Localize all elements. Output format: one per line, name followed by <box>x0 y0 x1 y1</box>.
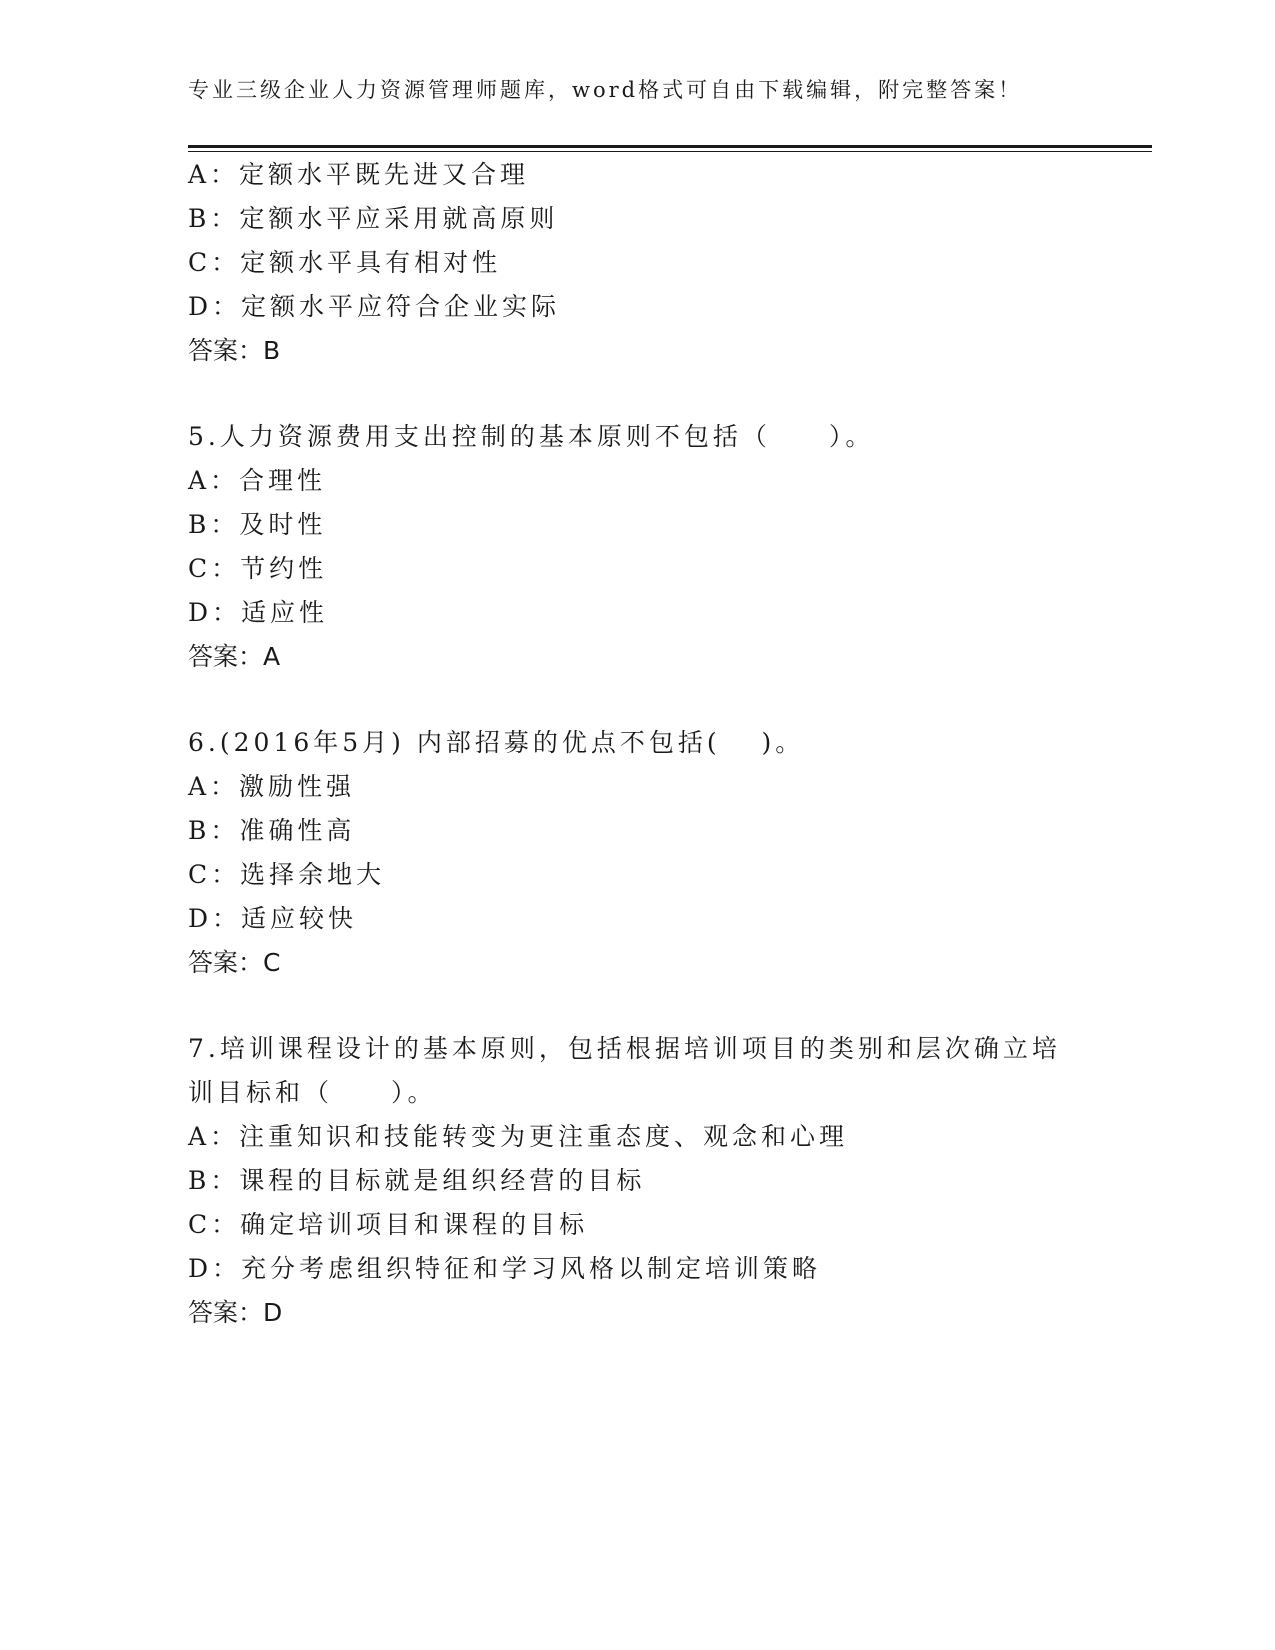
q4-option-d: D：定额水平应符合企业实际 <box>188 292 561 321</box>
q6-stem: 6.(2016年5月) 内部招募的优点不包括( )。 <box>188 728 805 757</box>
q6-option-c: C：选择余地大 <box>188 860 386 889</box>
q6-option-d: D：适应较快 <box>188 904 358 933</box>
q6-option-a: A：激励性强 <box>188 772 356 801</box>
q7-answer: 答案：D <box>188 1298 283 1327</box>
q7-option-b: B：课程的目标就是组织经营的目标 <box>188 1166 646 1195</box>
q6-option-b: B：准确性高 <box>188 816 356 845</box>
q5-stem: 5.人力资源费用支出控制的基本原则不包括（ ）。 <box>188 422 875 451</box>
q4-option-a: A：定额水平既先进又合理 <box>188 160 530 189</box>
q4-option-c: C：定额水平具有相对性 <box>188 248 502 277</box>
q7-option-c: C：确定培训项目和课程的目标 <box>188 1210 589 1239</box>
q6-answer: 答案：C <box>188 948 281 977</box>
q5-option-b: B：及时性 <box>188 510 327 539</box>
q7-option-a: A：注重知识和技能转变为更注重态度、观念和心理 <box>188 1122 849 1151</box>
header-rule-thick <box>188 145 1152 148</box>
q4-answer: 答案：B <box>188 336 281 365</box>
q5-option-a: A：合理性 <box>188 466 327 495</box>
q7-stem-line2: 训目标和（ ）。 <box>188 1078 437 1107</box>
page-header: 专业三级企业人力资源管理师题库，word格式可自由下载编辑，附完整答案！ <box>188 78 1023 102</box>
q5-option-c: C：节约性 <box>188 554 328 583</box>
q7-stem-line1: 7.培训课程设计的基本原则，包括根据培训项目的类别和层次确立培 <box>188 1034 1061 1063</box>
header-rule-thin <box>188 151 1152 152</box>
q7-option-d: D：充分考虑组织特征和学习风格以制定培训策略 <box>188 1254 822 1283</box>
q5-option-d: D：适应性 <box>188 598 329 627</box>
q5-answer: 答案：A <box>188 642 281 671</box>
q4-option-b: B：定额水平应采用就高原则 <box>188 204 559 233</box>
